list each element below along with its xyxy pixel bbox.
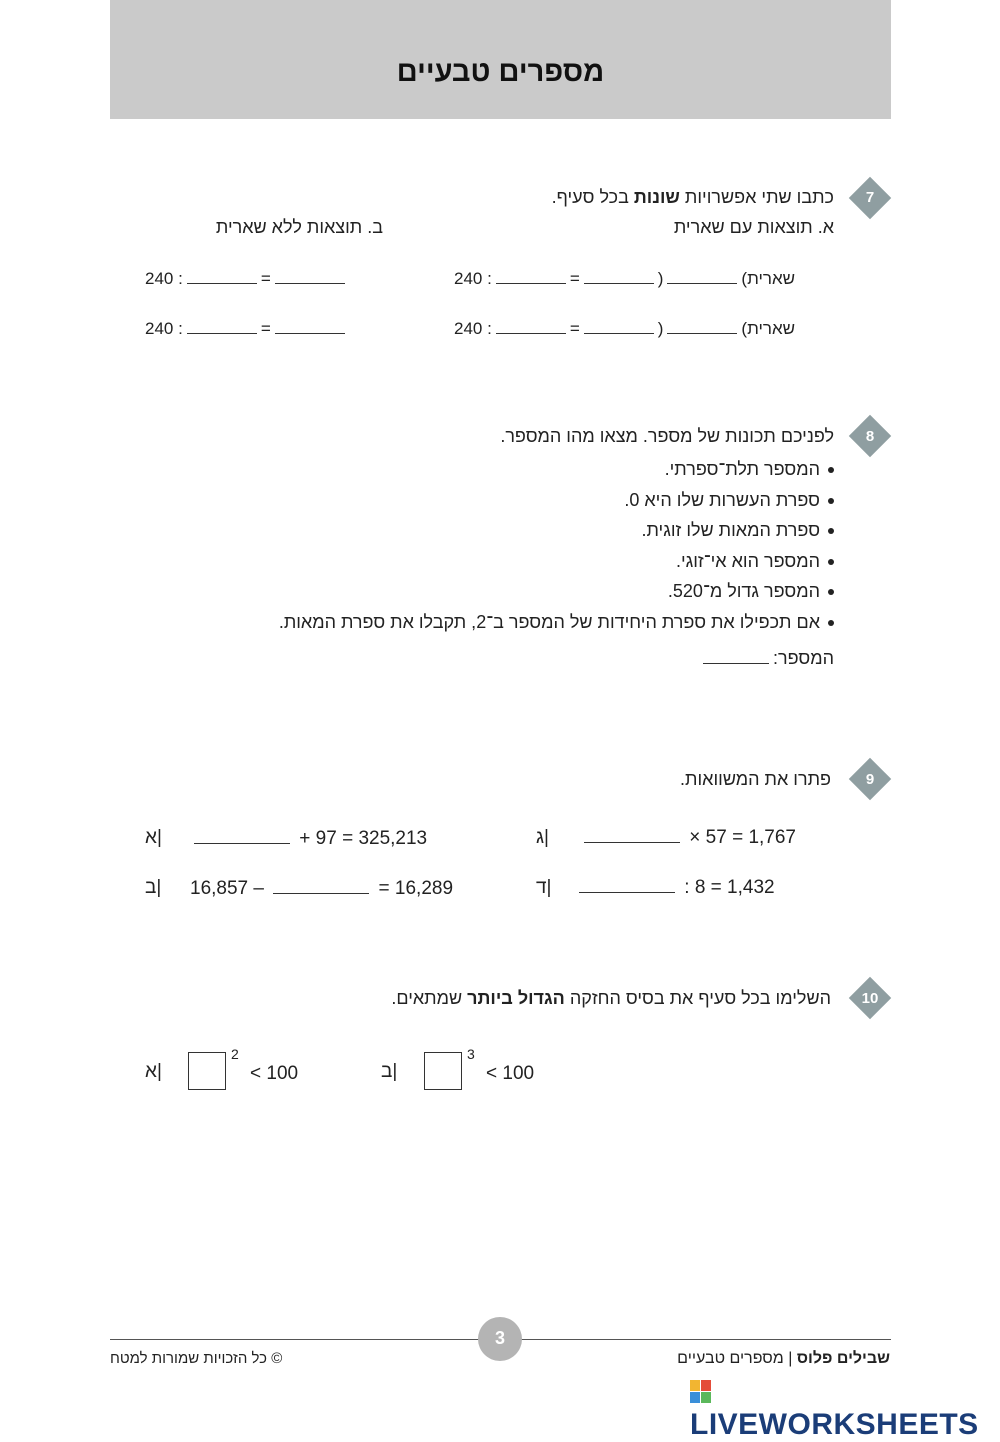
equals-sign: = (260, 319, 271, 338)
list-item-text: אם תכפילו את ספרת היחידות של המספר ב־2, תקבלו את ספרת המאות. (278, 611, 820, 632)
liveworksheets-logo (690, 1374, 1000, 1442)
paren-close: ) (657, 269, 664, 288)
list-item-text: ספרת המאות שלו זוגית. (641, 520, 820, 540)
q7-a-row-1 (454, 269, 795, 289)
q7-a-row-2 (454, 319, 795, 339)
q9-c-equation (580, 827, 796, 849)
list-item-text: ספרת העשרות שלו היא 0. (624, 489, 820, 510)
equation-left: 16,857 – (190, 878, 264, 899)
answer-blank[interactable] (584, 841, 680, 843)
answer-blank[interactable] (275, 282, 345, 284)
footer-series (677, 1350, 890, 1368)
dividend: 240 : (145, 319, 183, 338)
answer-blank[interactable] (703, 662, 769, 664)
answer-blank[interactable] (194, 842, 290, 844)
dividend: 240 : (145, 269, 183, 288)
dividend: 240 : (454, 269, 492, 288)
equals-sign: = (569, 319, 580, 338)
answer-blank[interactable] (584, 332, 654, 334)
instruction-bold: הגדול ביותר (467, 988, 565, 1008)
q10-b-label: ב| (381, 1061, 398, 1082)
instruction-bold: שונות (633, 187, 680, 207)
equation-right: = 16,289 (378, 878, 454, 899)
page-number: 3 (494, 1328, 505, 1348)
q7-b-row-1 (145, 269, 349, 289)
equation-right: + 97 = 325,213 (299, 828, 428, 849)
series-title: מספרים טבעיים (677, 1350, 784, 1367)
q9-b-label: ב| (145, 877, 162, 898)
bullet-icon (828, 620, 834, 626)
answer-blank[interactable] (584, 282, 654, 284)
q8-bullet-list (279, 454, 834, 637)
paren-close: ) (657, 319, 664, 338)
liveworksheets-icon (690, 1380, 712, 1404)
q7-sub-a-heading: א. תוצאות עם שארית (673, 217, 834, 237)
question-8-instruction: לפניכם תכונות של מספר. מצאו מהו המספר. (500, 426, 834, 446)
q10-b-rest: < 100 (486, 1063, 535, 1084)
remainder-blank[interactable] (667, 332, 737, 334)
equation-right: × 57 = 1,767 (689, 827, 796, 848)
bullet-icon (828, 528, 834, 534)
list-item-text: המספר תלת־ספרתי. (664, 459, 820, 479)
q8-answer-row (699, 648, 834, 669)
list-item (279, 546, 834, 577)
q9-a-label: א| (145, 827, 162, 848)
q9-b-equation (190, 878, 453, 900)
remainder-blank[interactable] (667, 282, 737, 284)
answer-blank[interactable] (496, 282, 566, 284)
equals-sign: = (260, 269, 271, 288)
equals-sign: = (569, 269, 580, 288)
instruction-text: השלימו בכל סעיף את בסיס החזקה (564, 988, 831, 1008)
remainder-label: (שארית (741, 269, 796, 288)
instruction-text-end: שמתאים. (391, 988, 468, 1008)
answer-blank[interactable] (187, 282, 257, 284)
q7-sub-b-heading: ב. תוצאות ללא שארית (215, 217, 383, 237)
brand-text: LIVEWORKSHEETS (690, 1408, 979, 1441)
dividend: 240 : (454, 319, 492, 338)
q10-a-label: א| (145, 1061, 162, 1082)
question-9-instruction: פתרו את המשוואות. (680, 769, 831, 789)
instruction-text: כתבו שתי אפשרויות (679, 187, 834, 207)
remainder-label: (שארית (741, 319, 796, 338)
q10-a-rest: < 100 (250, 1063, 299, 1084)
series-name: שבילים פלוס (796, 1350, 890, 1367)
list-item-text: המספר גדול מ־520. (667, 581, 820, 601)
q10-b-exponent: 3 (467, 1046, 475, 1062)
bullet-icon (828, 467, 834, 473)
question-7-number: 7 (865, 189, 875, 206)
footer-copyright: © כל הזכויות שמורות למטח (110, 1350, 283, 1367)
question-10-number: 10 (861, 990, 879, 1007)
question-7-instruction (552, 187, 834, 208)
bullet-icon (828, 589, 834, 595)
answer-blank[interactable] (187, 332, 257, 334)
q9-d-equation (575, 877, 775, 899)
bullet-icon (828, 498, 834, 504)
q7-b-row-2 (145, 319, 349, 339)
q9-c-label: ג| (536, 827, 549, 848)
answer-label: המספר: (773, 648, 834, 668)
answer-blank[interactable] (275, 332, 345, 334)
question-10-instruction (391, 988, 831, 1009)
equation-right: : 8 = 1,432 (684, 877, 775, 898)
answer-blank[interactable] (496, 332, 566, 334)
list-item (279, 515, 834, 546)
list-item (279, 454, 834, 485)
base-input-box[interactable] (188, 1052, 226, 1090)
base-input-box[interactable] (424, 1052, 462, 1090)
footer-separator: | (788, 1350, 793, 1367)
q10-a-exponent: 2 (231, 1046, 239, 1062)
bullet-icon (828, 559, 834, 565)
q9-a-equation (190, 828, 427, 850)
list-item-text: המספר הוא אי־זוגי. (675, 550, 820, 571)
list-item (279, 485, 834, 516)
page-title: מספרים טבעיים (396, 56, 605, 88)
answer-blank[interactable] (579, 891, 675, 893)
answer-blank[interactable] (273, 892, 369, 894)
question-9-number: 9 (865, 771, 875, 788)
question-8-number: 8 (865, 428, 875, 445)
list-item (279, 607, 834, 638)
instruction-text-end: בכל סעיף. (551, 187, 634, 207)
list-item (279, 576, 834, 607)
q9-d-label: ד| (536, 877, 552, 898)
